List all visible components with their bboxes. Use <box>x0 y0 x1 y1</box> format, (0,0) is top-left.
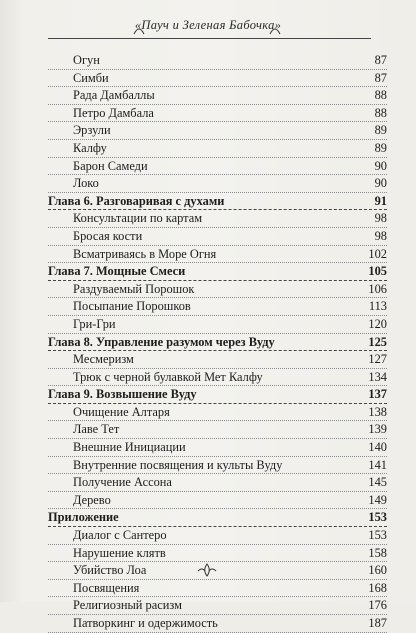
toc-entry-title: Глава 6. Разговаривая с духами <box>48 193 225 208</box>
toc-page-number: 91 <box>374 193 387 208</box>
toc-entry-title: Гри-Гри <box>73 316 116 331</box>
toc-page-number: 120 <box>368 316 387 331</box>
toc-entry-title: Локо <box>73 176 99 191</box>
toc-entry-title: Посыпание Порошков <box>73 299 191 314</box>
toc-item-row <box>48 316 387 334</box>
toc-page-number: 98 <box>374 211 387 226</box>
toc-chapter-row <box>48 386 387 404</box>
toc-item-row <box>48 87 387 105</box>
toc-page-number: 187 <box>368 616 387 630</box>
header-title: «Пауч и Зеленая Бабочка» <box>134 18 282 32</box>
toc-item-row <box>48 474 387 492</box>
toc-page-number: 141 <box>368 457 387 472</box>
toc-page-number: 87 <box>374 53 387 67</box>
toc-entry-title: Диалог с Сантеро <box>73 528 167 543</box>
toc-entry-title: Очищение Алтаря <box>73 404 170 419</box>
toc-entry-title: Глава 9. Возвышение Вуду <box>48 387 197 402</box>
running-header <box>0 10 416 38</box>
toc-entry-title: Приложение <box>48 510 119 525</box>
toc-page-number: 158 <box>368 545 387 560</box>
toc-entry-title: Внешние Инициации <box>73 440 186 455</box>
toc-entry-title: Эрзули <box>73 123 111 138</box>
toc-page-number: 125 <box>368 334 387 349</box>
toc-page-number: 149 <box>368 492 387 507</box>
toc-page-number: 88 <box>374 105 387 120</box>
toc-page-number: 102 <box>368 246 387 261</box>
toc-item-row <box>48 404 387 422</box>
toc-entry-title: Религиозный расизм <box>73 598 182 613</box>
toc-page-number: 90 <box>374 158 387 173</box>
header-ornament-right-icon <box>268 24 282 36</box>
toc-item-row <box>48 580 387 598</box>
toc-entry-title: Посвящения <box>73 580 140 595</box>
toc-page-number: 87 <box>374 70 387 85</box>
toc-item-row <box>48 281 387 299</box>
toc-entry-title: Всматриваясь в Море Огня <box>73 246 217 261</box>
toc-page-number: 138 <box>368 404 387 419</box>
toc-entry-title: Калфу <box>73 140 107 155</box>
toc-item-row <box>48 351 387 369</box>
toc-item-row <box>48 52 387 70</box>
table-of-contents <box>48 52 387 633</box>
toc-page-number: 153 <box>368 528 387 543</box>
toc-entry-title: Лаве Тет <box>73 422 120 437</box>
toc-item-row <box>48 615 387 633</box>
toc-page-number: 89 <box>374 140 387 155</box>
toc-item-row <box>48 246 387 264</box>
toc-page-number: 105 <box>368 264 387 279</box>
toc-item-row <box>48 122 387 140</box>
toc-item-row <box>48 105 387 123</box>
toc-entry-title: Получение Ассона <box>73 475 172 490</box>
toc-entry-title: Дерево <box>73 492 111 507</box>
toc-page-number: 127 <box>368 352 387 367</box>
toc-entry-title: Рада Дамбаллы <box>73 88 155 103</box>
toc-chapter-row <box>48 509 387 527</box>
footer-ornament-icon <box>196 562 218 578</box>
toc-entry-title: Огун <box>73 53 100 67</box>
toc-item-row <box>48 228 387 246</box>
toc-entry-title: Нарушение клятв <box>73 545 166 560</box>
toc-page-number: 176 <box>368 598 387 613</box>
toc-item-row <box>48 175 387 193</box>
toc-chapter-row <box>48 334 387 352</box>
toc-item-row <box>48 527 387 545</box>
toc-page-number: 88 <box>374 88 387 103</box>
toc-item-row <box>48 545 387 563</box>
toc-entry-title: Глава 7. Мощные Смеси <box>48 264 186 279</box>
toc-page-number: 113 <box>368 299 387 314</box>
toc-page-number: 98 <box>374 228 387 243</box>
toc-page-number: 139 <box>368 422 387 437</box>
toc-entry-title: Барон Самеди <box>73 158 148 173</box>
toc-item-row <box>48 457 387 475</box>
toc-entry-title: Патворкинг и одержимость <box>73 616 218 630</box>
toc-chapter-row <box>48 193 387 211</box>
toc-page-number: 145 <box>368 475 387 490</box>
toc-chapter-row <box>48 263 387 281</box>
toc-page-number: 140 <box>368 440 387 455</box>
toc-item-row <box>48 421 387 439</box>
toc-entry-title: Симби <box>73 70 109 85</box>
toc-item-row <box>48 140 387 158</box>
toc-item-row <box>48 70 387 88</box>
toc-page-number: 153 <box>368 510 387 525</box>
toc-entry-title: Трюк с черной булавкой Мет Калфу <box>73 369 263 384</box>
toc-page-number: 106 <box>368 281 387 296</box>
toc-item-row <box>48 298 387 316</box>
toc-item-row <box>48 439 387 457</box>
toc-entry-title: Убийство Лоа <box>73 563 147 578</box>
toc-item-row <box>48 597 387 615</box>
toc-item-row <box>48 210 387 228</box>
toc-page-number: 137 <box>368 387 387 402</box>
toc-entry-title: Бросая кости <box>73 228 143 243</box>
toc-item-row <box>48 369 387 387</box>
toc-page-number: 168 <box>368 580 387 595</box>
toc-entry-title: Раздуваемый Порошок <box>73 281 195 296</box>
toc-entry-title: Петро Дамбала <box>73 105 154 120</box>
toc-entry-title: Консультации по картам <box>73 211 203 226</box>
toc-item-row <box>48 492 387 510</box>
toc-page-number: 89 <box>374 123 387 138</box>
toc-page-number: 90 <box>374 176 387 191</box>
toc-item-row <box>48 158 387 176</box>
toc-entry-title: Глава 8. Управление разумом через Вуду <box>48 334 275 349</box>
toc-entry-title: Месмеризм <box>73 352 134 367</box>
toc-page-number: 134 <box>368 369 387 384</box>
header-rule <box>48 38 371 39</box>
toc-entry-title: Внутренние посвящения и культы Вуду <box>73 457 283 472</box>
toc-page-number: 160 <box>368 563 387 578</box>
